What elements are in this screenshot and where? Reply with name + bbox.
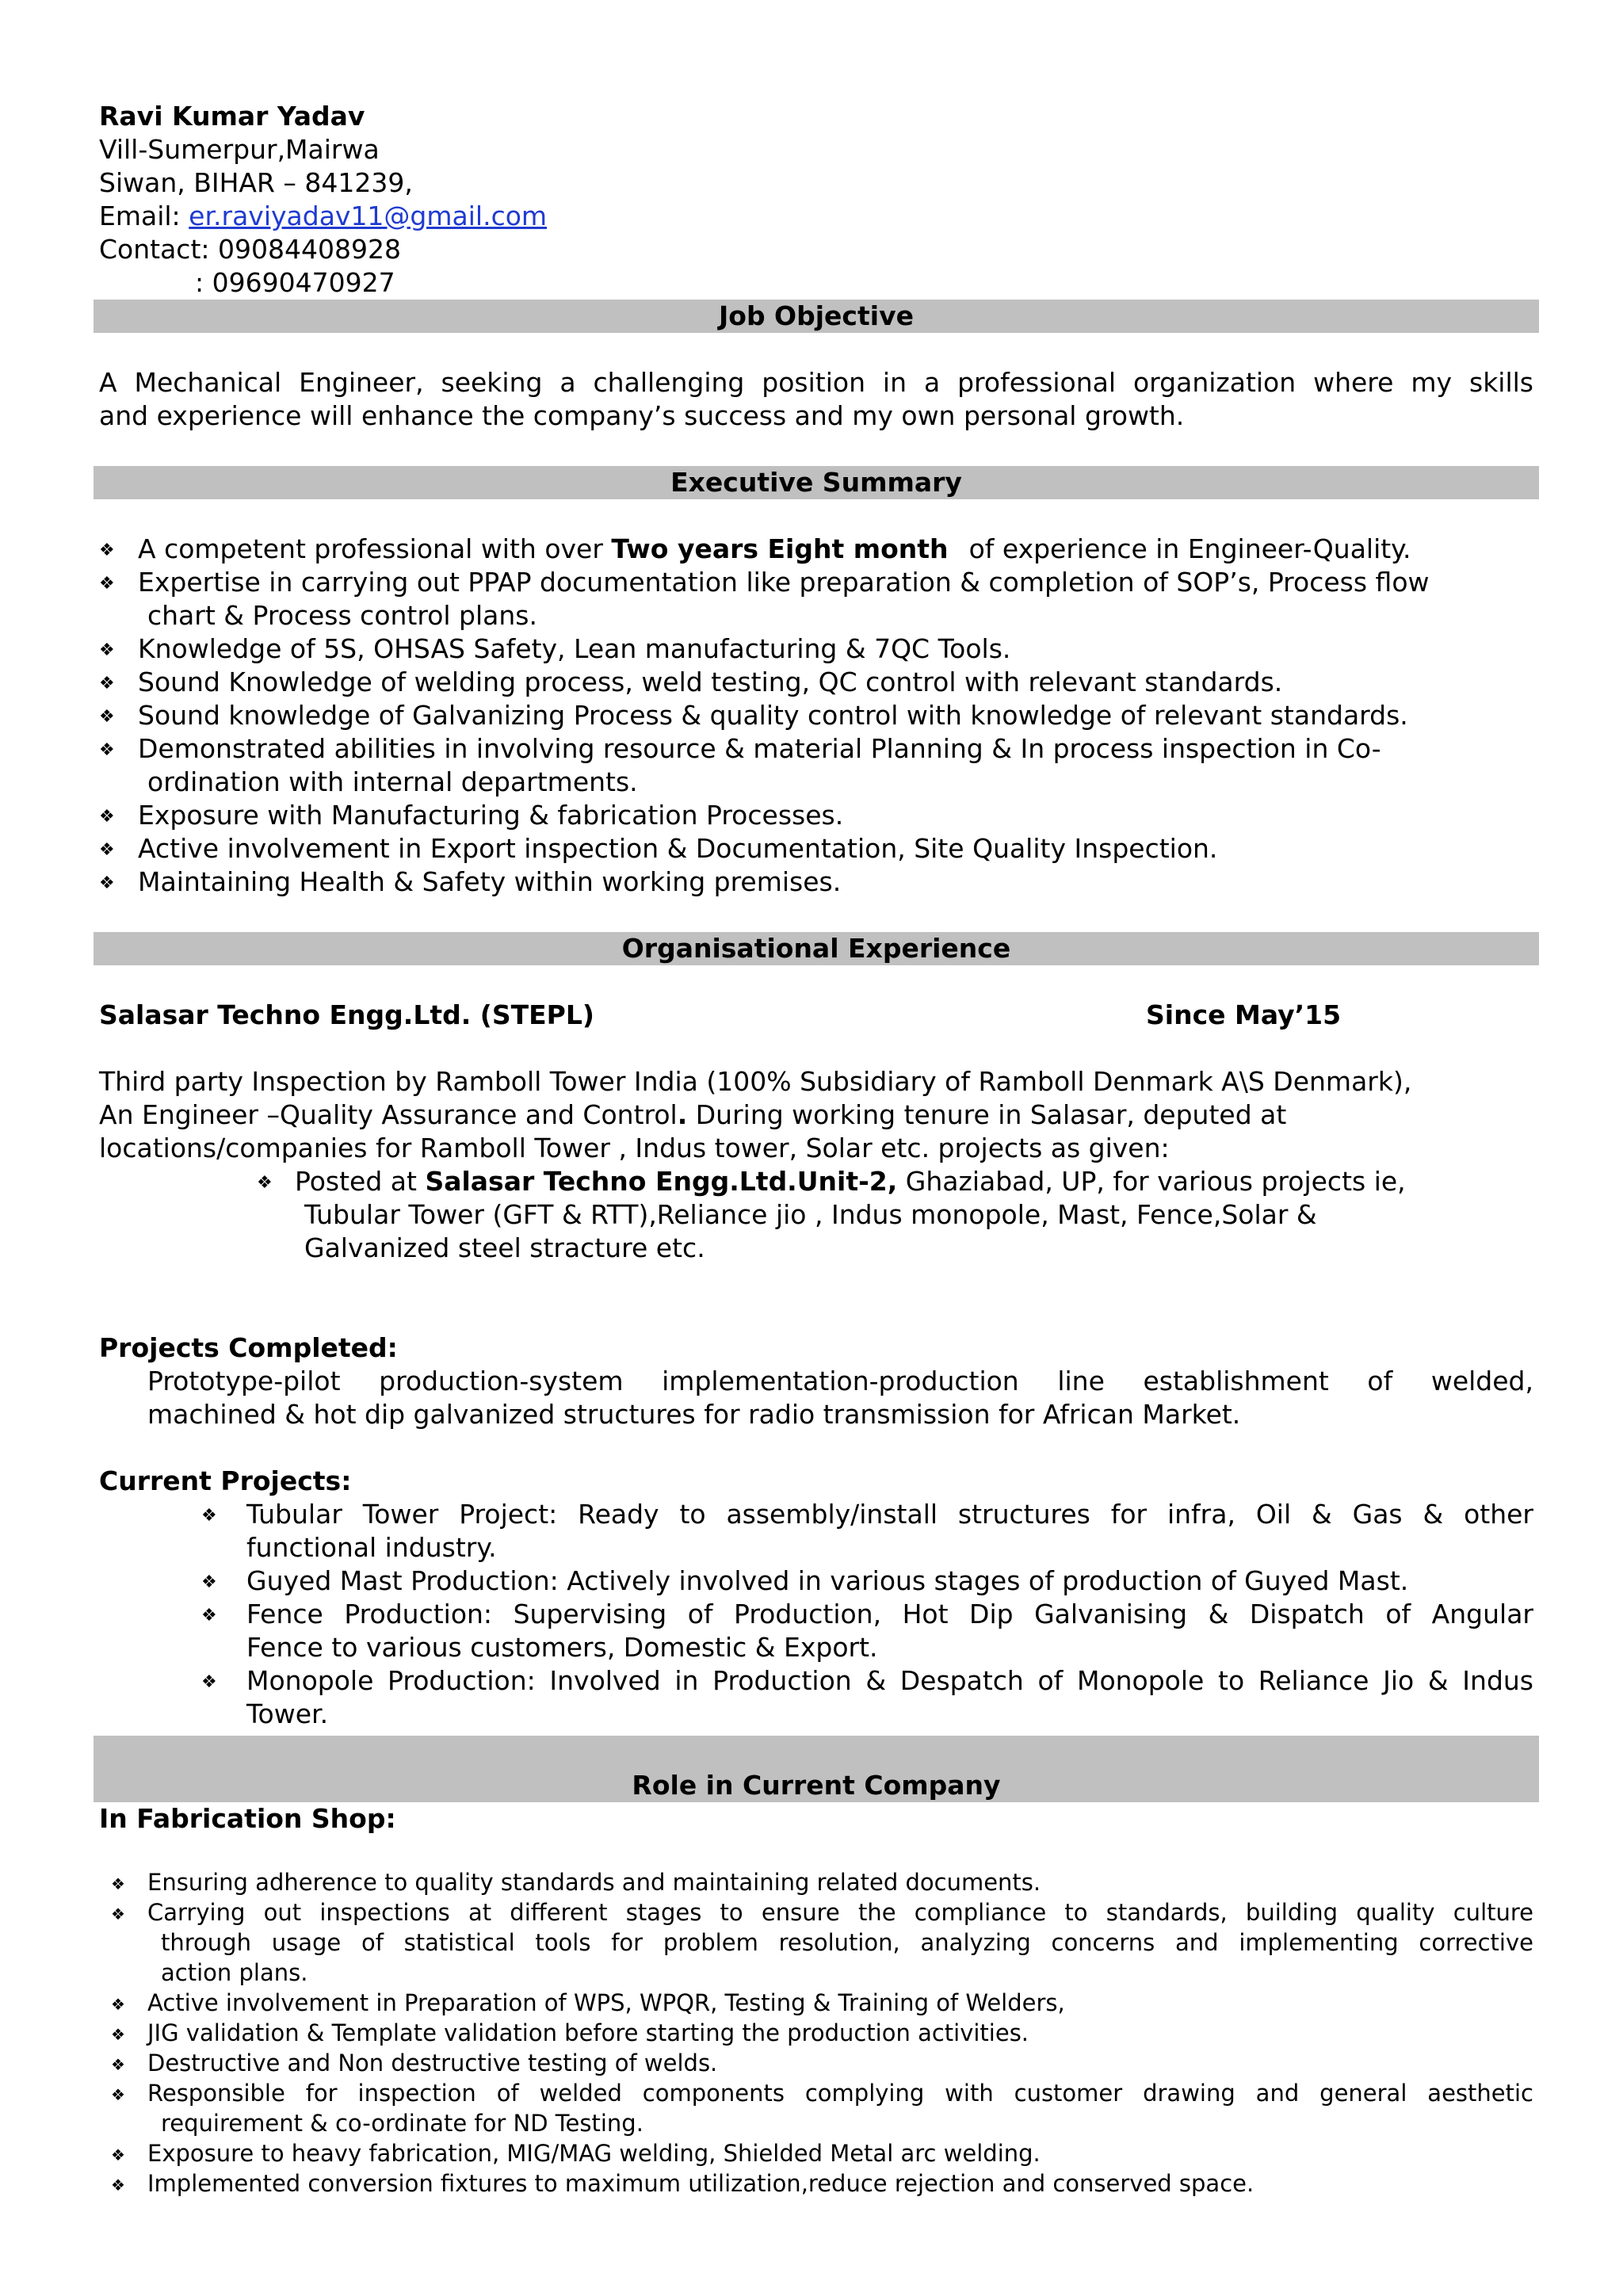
employment-since: Since May’15 [1146, 999, 1342, 1030]
posting-post: Ghaziabad, UP, for various projects ie, [897, 1166, 1406, 1197]
job-objective-heading: Job Objective [94, 300, 1539, 333]
bullet-icon: ❖ [99, 740, 115, 760]
summary-item-4: Sound Knowledge of welding process, weld testing, QC control with relevant standards. [138, 667, 1283, 697]
bullet-icon: ❖ [111, 2176, 125, 2195]
posting-line-2: Tubular Tower (GFT & RTT),Reliance jio , Indus monopole, Mast, Fence,Solar & [304, 1199, 1317, 1230]
bullet-icon: ❖ [99, 707, 115, 727]
bullet-icon: ❖ [111, 2085, 125, 2104]
current-project-3-line-2: Fence to various customers, Domestic & Export. [246, 1632, 878, 1663]
objective-line-1: A Mechanical Engineer, seeking a challenging position in a professional organization where my skills [99, 367, 1533, 398]
executive-summary-heading: Executive Summary [94, 466, 1539, 499]
summary-item-2-line-1: Expertise in carrying out PPAP documentation like preparation & completion of SOP’s, Process flow [138, 567, 1430, 598]
bullet-icon: ❖ [99, 873, 115, 893]
candidate-name: Ravi Kumar Yadav [99, 101, 365, 132]
summary-item-2-line-2: chart & Process control plans. [147, 600, 537, 631]
current-project-4-line-1: Monopole Production: Involved in Production & Despatch of Monopole to Reliance Jio & Indus [246, 1665, 1533, 1696]
bullet-icon: ❖ [111, 1904, 125, 1924]
projects-completed-line-1: Prototype-pilot production-system implementation-production line establishment of welded, [147, 1366, 1533, 1396]
summary-item-6-line-1: Demonstrated abilities in involving resource & material Planning & In process inspection in Co- [138, 733, 1381, 764]
experience-para-line-1: Third party Inspection by Ramboll Tower India (100% Subsidiary of Ramboll Denmark A\S Denmark), [99, 1066, 1412, 1097]
bullet-icon: ❖ [99, 840, 115, 860]
summary-item-1-pre: A competent professional with over [138, 533, 612, 564]
posting-pre: Posted at [295, 1166, 426, 1197]
summary-item-6-line-2: ordination with internal departments. [147, 766, 638, 797]
role-item-5: Destructive and Non destructive testing of welds. [147, 2050, 718, 2076]
current-project-3-line-1: Fence Production: Supervising of Production, Hot Dip Galvanising & Dispatch of Angular [246, 1599, 1533, 1629]
bullet-icon: ❖ [111, 2055, 125, 2074]
address-line-1: Vill-Sumerpur,Mairwa [99, 134, 380, 165]
summary-item-8: Active involvement in Export inspection & Documentation, Site Quality Inspection. [138, 833, 1218, 864]
projects-completed-line-2: machined & hot dip galvanized structures for radio transmission for African Market. [147, 1399, 1241, 1430]
role-heading [94, 1736, 1539, 1802]
contact-line-1: Contact: 09084408928 [99, 234, 401, 265]
bullet-icon: ❖ [111, 1874, 125, 1893]
role-heading-text: Role in Current Company [632, 1770, 1001, 1801]
contact-line-2: : 09690470927 [195, 267, 395, 298]
role-item-1: Ensuring adherence to quality standards and maintaining related documents. [147, 1869, 1041, 1896]
bullet-icon: ❖ [99, 574, 115, 594]
role-item-7: Exposure to heavy fabrication, MIG/MAG welding, Shielded Metal arc welding. [147, 2140, 1041, 2167]
email-line [99, 200, 547, 233]
projects-completed-heading: Projects Completed: [99, 1332, 398, 1363]
current-project-1-line-2: functional industry. [246, 1532, 497, 1563]
role-item-4: JIG validation & Template validation before starting the production activities. [147, 2019, 1029, 2046]
email-link[interactable]: er.raviyadav11@gmail.com [189, 201, 548, 231]
bullet-icon: ❖ [201, 1572, 217, 1592]
summary-item-5: Sound knowledge of Galvanizing Process & quality control with knowledge of relevant standards. [138, 700, 1408, 731]
role-item-2-line-1: Carrying out inspections at different stages to ensure the compliance to standards, building quality culture [147, 1899, 1533, 1926]
summary-item-1 [138, 533, 1411, 566]
current-projects-heading: Current Projects: [99, 1465, 352, 1496]
address-line-2: Siwan, BIHAR – 841239, [99, 167, 413, 198]
bullet-icon: ❖ [201, 1506, 217, 1526]
experience-para-line-2-pre: An Engineer –Quality Assurance and Control [99, 1099, 678, 1130]
posting-unit: Salasar Techno Engg.Ltd.Unit-2, [425, 1166, 898, 1197]
experience-para-line-2 [99, 1098, 1286, 1132]
experience-heading: Organisational Experience [94, 932, 1539, 965]
role-item-6-line-1: Responsible for inspection of welded components complying with customer drawing and general aesthetic [147, 2080, 1533, 2107]
current-project-1-line-1: Tubular Tower Project: Ready to assembly/install structures for infra, Oil & Gas & other [246, 1499, 1533, 1530]
bullet-icon: ❖ [201, 1672, 217, 1692]
bullet-icon: ❖ [99, 541, 115, 560]
company-name: Salasar Techno Engg.Ltd. (STEPL) [99, 999, 594, 1030]
role-item-6-line-2: requirement & co-ordinate for ND Testing. [161, 2110, 643, 2137]
experience-para-line-3: locations/companies for Ramboll Tower , Indus tower, Solar etc. projects as given: [99, 1133, 1170, 1163]
objective-line-2: and experience will enhance the company’s success and my own personal growth. [99, 400, 1185, 431]
posting-line-1 [295, 1165, 1406, 1198]
summary-item-1-post: of experience in Engineer-Quality. [968, 533, 1411, 564]
bullet-icon: ❖ [99, 807, 115, 827]
bullet-icon: ❖ [111, 2145, 125, 2164]
bullet-icon: ❖ [257, 1173, 273, 1193]
current-project-2: Guyed Mast Production: Actively involved in various stages of production of Guyed Mast. [246, 1565, 1409, 1596]
summary-item-3: Knowledge of 5S, OHSAS Safety, Lean manufacturing & 7QC Tools. [138, 633, 1011, 664]
role-item-3: Active involvement in Preparation of WPS, WPQR, Testing & Training of Welders, [147, 1989, 1065, 2016]
role-item-2-line-2: through usage of statistical tools for problem resolution, analyzing concerns and implementing corrective [161, 1929, 1533, 1956]
posting-line-3: Galvanized steel stracture etc. [304, 1232, 705, 1263]
role-item-2-line-3: action plans. [161, 1959, 308, 1986]
fabrication-shop-heading: In Fabrication Shop: [99, 1803, 396, 1834]
bullet-icon: ❖ [111, 2025, 125, 2044]
bullet-icon: ❖ [99, 640, 115, 660]
bullet-icon: ❖ [99, 674, 115, 693]
summary-item-9: Maintaining Health & Safety within working premises. [138, 866, 842, 897]
bullet-icon: ❖ [111, 1995, 125, 2014]
experience-para-line-2-dot: . [677, 1099, 688, 1130]
email-label: Email: [99, 201, 189, 231]
current-project-4-line-2: Tower. [246, 1698, 329, 1729]
summary-item-7: Exposure with Manufacturing & fabrication Processes. [138, 800, 844, 831]
role-item-8: Implemented conversion fixtures to maximum utilization,reduce rejection and conserved space. [147, 2170, 1254, 2197]
bullet-icon: ❖ [201, 1606, 217, 1626]
summary-item-1-bold: Two years Eight month [611, 533, 949, 564]
experience-para-line-2-post: During working tenure in Salasar, deputed at [687, 1099, 1287, 1130]
